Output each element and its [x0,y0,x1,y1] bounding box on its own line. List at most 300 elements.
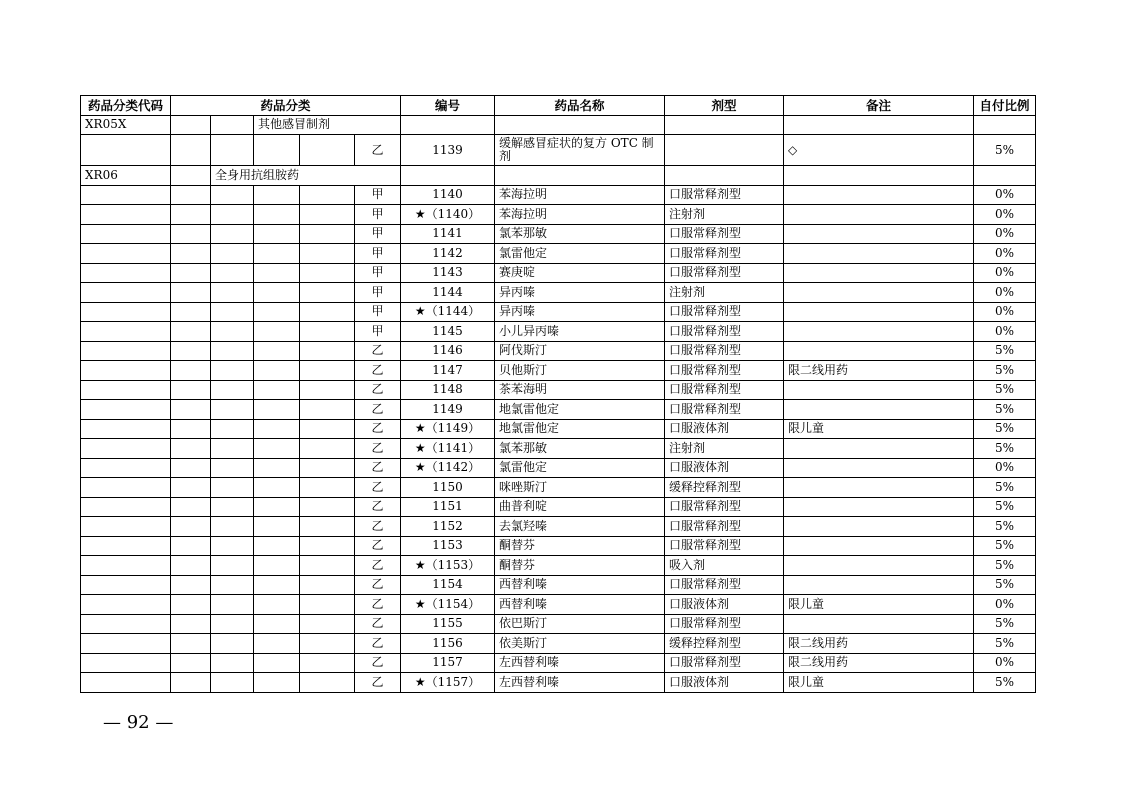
empty-cell [211,536,254,556]
empty-cell [254,497,300,517]
drug-name: 依巴斯汀 [495,614,665,634]
drug-class: 乙 [355,400,401,420]
drug-name: 赛庚啶 [495,263,665,283]
drug-ratio: 5% [974,614,1036,634]
empty-cell [300,419,355,439]
table-row [81,595,1036,615]
empty-cell [211,634,254,654]
drug-name: 酮替芬 [495,536,665,556]
empty-cell [81,497,171,517]
drug-number: 1139 [401,135,495,166]
page-number: — 92 — [103,712,174,733]
empty-cell [81,653,171,673]
drug-class: 乙 [355,380,401,400]
drug-number: 1144 [401,283,495,303]
drug-note: 限二线用药 [784,634,974,654]
drug-class: 乙 [355,135,401,166]
header-ratio: 自付比例 [974,96,1036,116]
drug-class: 乙 [355,458,401,478]
empty-cell [254,135,300,166]
drug-class: 甲 [355,302,401,322]
drug-form: 口服常释剂型 [665,517,784,537]
drug-number: 1151 [401,497,495,517]
drug-class: 乙 [355,536,401,556]
empty-cell [211,283,254,303]
empty-cell [300,185,355,205]
drug-ratio: 5% [974,536,1036,556]
drug-ratio: 5% [974,341,1036,361]
drug-class: 甲 [355,205,401,225]
drug-form: 口服常释剂型 [665,380,784,400]
empty-cell [171,361,211,381]
drug-number: 1140 [401,185,495,205]
drug-name: 阿伐斯汀 [495,341,665,361]
drug-ratio: 5% [974,400,1036,420]
drug-class: 乙 [355,478,401,498]
drug-note [784,185,974,205]
empty-cell [300,224,355,244]
empty-cell [81,400,171,420]
drug-note: 限二线用药 [784,653,974,673]
header-form: 剂型 [665,96,784,116]
empty-cell [300,322,355,342]
empty-cell [81,224,171,244]
empty-cell [300,341,355,361]
drug-ratio: 0% [974,244,1036,264]
drug-form: 口服液体剂 [665,419,784,439]
empty-cell [300,263,355,283]
drug-number: 1157 [401,653,495,673]
empty-cell [300,497,355,517]
table-row [81,135,1036,166]
drug-form: 口服常释剂型 [665,224,784,244]
drug-note [784,322,974,342]
empty-cell [300,244,355,264]
table-row [81,478,1036,498]
drug-class: 甲 [355,263,401,283]
empty-cell [81,135,171,166]
drug-form: 口服常释剂型 [665,341,784,361]
drug-name: 异丙嗪 [495,283,665,303]
drug-number: ★（1141） [401,439,495,459]
empty-cell [401,166,495,186]
drug-number: 1141 [401,224,495,244]
empty-cell [81,185,171,205]
drug-ratio: 0% [974,653,1036,673]
drug-form: 口服常释剂型 [665,497,784,517]
empty-cell [81,341,171,361]
section-code: XR06 [81,166,171,186]
empty-cell [171,283,211,303]
drug-note [784,205,974,225]
drug-class: 乙 [355,439,401,459]
drug-ratio: 5% [974,419,1036,439]
empty-cell [254,673,300,693]
table-row [81,400,1036,420]
empty-cell [211,458,254,478]
drug-name: 氯雷他定 [495,244,665,264]
empty-cell [254,185,300,205]
drug-number: ★（1142） [401,458,495,478]
empty-cell [211,361,254,381]
drug-note: 限儿童 [784,673,974,693]
empty-cell [81,517,171,537]
drug-name: 西替利嗪 [495,595,665,615]
drug-ratio: 5% [974,673,1036,693]
empty-cell [81,556,171,576]
table-row [81,302,1036,322]
drug-form: 吸入剂 [665,556,784,576]
drug-ratio: 5% [974,135,1036,166]
drug-note [784,283,974,303]
drug-name: 氯苯那敏 [495,439,665,459]
empty-cell [171,458,211,478]
header-name: 药品名称 [495,96,665,116]
drug-number: ★（1144） [401,302,495,322]
drug-class: 乙 [355,634,401,654]
empty-cell [300,673,355,693]
drug-form: 注射剂 [665,439,784,459]
drug-number: 1149 [401,400,495,420]
empty-cell [300,556,355,576]
drug-class: 乙 [355,341,401,361]
empty-cell [81,536,171,556]
drug-class: 乙 [355,556,401,576]
empty-cell [171,380,211,400]
empty-cell [211,185,254,205]
empty-cell [254,400,300,420]
drug-ratio: 0% [974,458,1036,478]
drug-form: 口服常释剂型 [665,536,784,556]
drug-name: 贝他斯汀 [495,361,665,381]
drug-note [784,478,974,498]
empty-cell [171,653,211,673]
empty-cell [81,673,171,693]
drug-name: 西替利嗪 [495,575,665,595]
drug-note: 限二线用药 [784,361,974,381]
empty-cell [211,595,254,615]
drug-number: 1143 [401,263,495,283]
empty-cell [974,166,1036,186]
empty-cell [254,224,300,244]
drug-note: 限儿童 [784,595,974,615]
empty-cell [211,135,254,166]
empty-cell [300,205,355,225]
drug-ratio: 0% [974,185,1036,205]
drug-name: 苯海拉明 [495,185,665,205]
drug-form [665,135,784,166]
empty-cell [211,673,254,693]
drug-note [784,439,974,459]
table-row [81,634,1036,654]
empty-cell [211,400,254,420]
empty-cell [211,224,254,244]
table-row [81,380,1036,400]
empty-cell [254,283,300,303]
empty-cell [171,263,211,283]
empty-cell [300,536,355,556]
drug-name: 咪唑斯汀 [495,478,665,498]
drug-form: 口服常释剂型 [665,322,784,342]
drug-ratio: 5% [974,575,1036,595]
empty-cell [171,302,211,322]
drug-class: 乙 [355,595,401,615]
empty-cell [171,478,211,498]
empty-cell [81,575,171,595]
drug-class: 甲 [355,224,401,244]
empty-cell [665,166,784,186]
drug-name: 氯苯那敏 [495,224,665,244]
drug-name: 苯海拉明 [495,205,665,225]
empty-cell [254,380,300,400]
drug-number: ★（1157） [401,673,495,693]
empty-cell [254,536,300,556]
empty-cell [211,419,254,439]
drug-name: 酮替芬 [495,556,665,576]
empty-cell [254,419,300,439]
table-row [81,673,1036,693]
drug-class: 甲 [355,185,401,205]
empty-cell [254,653,300,673]
empty-cell [211,614,254,634]
drug-catalog-table [80,95,1036,693]
drug-form: 口服常释剂型 [665,653,784,673]
empty-cell [81,478,171,498]
drug-number: 1154 [401,575,495,595]
drug-name: 缓解感冒症状的复方 OTC 制剂 [495,135,665,166]
drug-ratio: 0% [974,322,1036,342]
empty-cell [254,614,300,634]
empty-cell [81,595,171,615]
section-row-xr06 [81,166,1036,186]
empty-cell [211,653,254,673]
drug-form: 口服液体剂 [665,458,784,478]
empty-cell [211,302,254,322]
drug-name: 地氯雷他定 [495,419,665,439]
drug-name: 左西替利嗪 [495,653,665,673]
empty-cell [300,361,355,381]
drug-note: ◇ [784,135,974,166]
drug-ratio: 5% [974,517,1036,537]
empty-cell [81,205,171,225]
drug-note [784,380,974,400]
drug-class: 甲 [355,322,401,342]
drug-number: 1156 [401,634,495,654]
empty-cell [254,205,300,225]
empty-cell [171,419,211,439]
drug-number: 1148 [401,380,495,400]
table-row [81,517,1036,537]
table-row [81,458,1036,478]
empty-cell [81,322,171,342]
drug-class: 甲 [355,244,401,264]
drug-ratio: 5% [974,380,1036,400]
empty-cell [300,380,355,400]
empty-cell [211,263,254,283]
drug-number: ★（1149） [401,419,495,439]
drug-ratio: 5% [974,361,1036,381]
empty-cell [300,595,355,615]
empty-cell [211,497,254,517]
drug-ratio: 5% [974,556,1036,576]
section-label: 其他感冒制剂 [254,115,401,135]
empty-cell [171,595,211,615]
table-row [81,244,1036,264]
empty-cell [254,244,300,264]
drug-note [784,400,974,420]
drug-class: 乙 [355,614,401,634]
empty-cell [254,517,300,537]
empty-cell [300,302,355,322]
drug-name: 小儿异丙嗪 [495,322,665,342]
drug-note [784,244,974,264]
empty-cell [300,135,355,166]
empty-cell [300,634,355,654]
drug-note: 限儿童 [784,419,974,439]
drug-class: 乙 [355,653,401,673]
empty-cell [171,497,211,517]
drug-number: ★（1153） [401,556,495,576]
drug-ratio: 5% [974,634,1036,654]
drug-ratio: 0% [974,283,1036,303]
empty-cell [254,575,300,595]
drug-name: 曲普利啶 [495,497,665,517]
empty-cell [254,634,300,654]
drug-number: 1150 [401,478,495,498]
empty-cell [211,517,254,537]
drug-note [784,517,974,537]
empty-cell [171,341,211,361]
empty-cell [211,380,254,400]
empty-cell [300,400,355,420]
empty-cell [81,380,171,400]
drug-form: 口服常释剂型 [665,244,784,264]
empty-cell [254,263,300,283]
table-row [81,536,1036,556]
drug-note [784,302,974,322]
table-row [81,224,1036,244]
drug-note [784,497,974,517]
drug-number: 1153 [401,536,495,556]
drug-form: 口服常释剂型 [665,263,784,283]
empty-cell [171,517,211,537]
drug-form: 注射剂 [665,205,784,225]
drug-form: 口服常释剂型 [665,302,784,322]
table-row [81,419,1036,439]
empty-cell [171,205,211,225]
empty-cell [81,263,171,283]
table-row [81,439,1036,459]
empty-cell [211,575,254,595]
empty-cell [81,302,171,322]
table-row [81,263,1036,283]
drug-class: 甲 [355,283,401,303]
empty-cell [254,458,300,478]
drug-number: ★（1140） [401,205,495,225]
drug-number: 1152 [401,517,495,537]
empty-cell [211,556,254,576]
drug-form: 口服液体剂 [665,595,784,615]
empty-cell [254,595,300,615]
empty-cell [211,341,254,361]
empty-cell [495,166,665,186]
header-row [81,96,1036,116]
table-row [81,205,1036,225]
empty-cell [211,244,254,264]
empty-cell [211,322,254,342]
empty-cell [300,517,355,537]
empty-cell [211,478,254,498]
drug-note [784,458,974,478]
drug-ratio: 5% [974,478,1036,498]
drug-note [784,575,974,595]
drug-form: 口服常释剂型 [665,361,784,381]
drug-number: ★（1154） [401,595,495,615]
drug-number: 1155 [401,614,495,634]
drug-class: 乙 [355,673,401,693]
drug-number: 1146 [401,341,495,361]
drug-form: 口服常释剂型 [665,614,784,634]
empty-cell [81,419,171,439]
empty-cell [171,439,211,459]
section-row-xr05x [81,115,1036,135]
drug-ratio: 5% [974,497,1036,517]
empty-cell [254,439,300,459]
drug-form: 注射剂 [665,283,784,303]
empty-cell [254,478,300,498]
drug-note [784,536,974,556]
drug-number: 1145 [401,322,495,342]
drug-class: 乙 [355,361,401,381]
empty-cell [211,439,254,459]
drug-form: 口服常释剂型 [665,575,784,595]
header-category: 药品分类 [171,96,401,116]
empty-cell [171,185,211,205]
empty-cell [171,614,211,634]
empty-cell [171,135,211,166]
table-row [81,283,1036,303]
drug-number: 1147 [401,361,495,381]
empty-cell [300,614,355,634]
table-row [81,361,1036,381]
drug-ratio: 0% [974,302,1036,322]
empty-cell [81,244,171,264]
header-number: 编号 [401,96,495,116]
drug-note [784,341,974,361]
table-row [81,322,1036,342]
drug-name: 地氯雷他定 [495,400,665,420]
empty-cell [254,322,300,342]
empty-cell [171,400,211,420]
drug-form: 口服常释剂型 [665,185,784,205]
empty-cell [171,536,211,556]
drug-ratio: 0% [974,205,1036,225]
drug-note [784,614,974,634]
empty-cell [254,341,300,361]
drug-form: 缓释控释剂型 [665,634,784,654]
table-row [81,341,1036,361]
empty-cell [81,283,171,303]
table-row [81,575,1036,595]
empty-cell [171,673,211,693]
empty-cell [171,244,211,264]
empty-cell [784,166,974,186]
empty-cell [254,361,300,381]
section-code: XR05X [81,115,171,135]
drug-ratio: 0% [974,595,1036,615]
header-note: 备注 [784,96,974,116]
header-code: 药品分类代码 [81,96,171,116]
